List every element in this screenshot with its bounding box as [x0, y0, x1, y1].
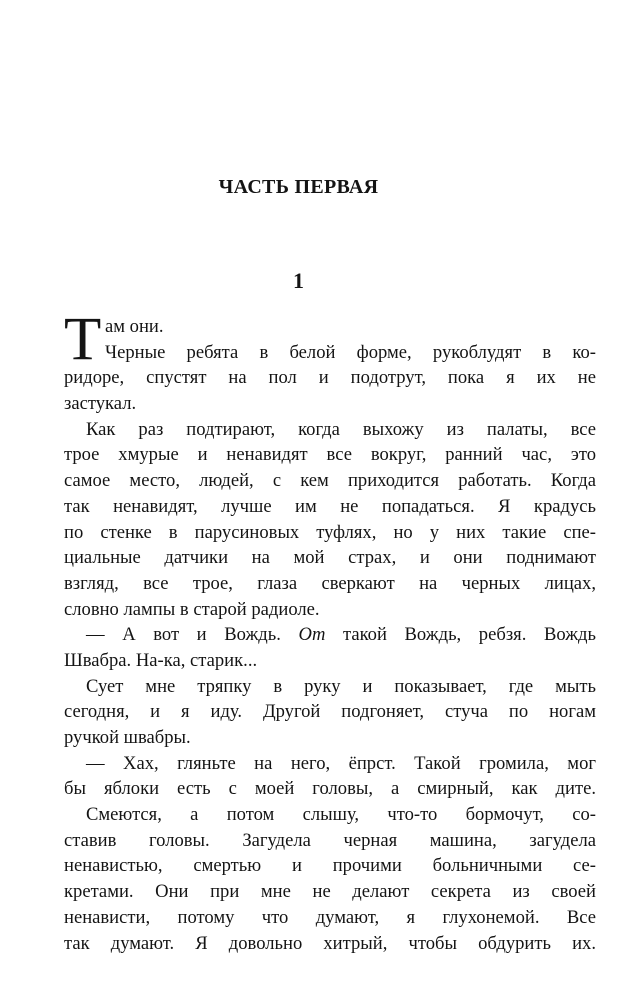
text-line: ридоре, спустят на пол и подотрут, пока я их не [64, 367, 596, 389]
text-segment: — А вот и Вождь. [86, 624, 299, 646]
text-line: кретами. Они при мне не делают секрета из своей [64, 881, 596, 903]
chapter-text [64, 306, 596, 956]
text-line: взгляд, все трое, глаза сверкают на черных лицах, [64, 572, 596, 594]
text-line: Швабра. На-ка, старик... [64, 649, 258, 671]
text-line: Сует мне тряпку в руку и показывает, где мыть [86, 675, 596, 697]
text-line: ставив головы. Загудела черная машина, загудела [64, 829, 596, 851]
text-line: словно лампы в старой радиоле. [64, 598, 320, 620]
text-line: ручкой швабры. [64, 727, 191, 748]
text-line: ненависти, потому что думают, я глухонемой. Все [64, 906, 596, 928]
text-line: по стенке в парусиновых туфлях, но у них такие спе- [64, 521, 596, 543]
text-line: циальные датчики на мой страх, и они поднимают [64, 547, 596, 569]
text-line: Черные ребята в белой форме, рукоблудят в ко- [105, 341, 596, 363]
text-line: бы яблоки есть с моей головы, а смирный, как дите. [64, 778, 596, 800]
chapter-number: 1 [293, 268, 304, 293]
text-segment: такой Вождь, ребзя. Вождь [325, 624, 596, 646]
text-line: Смеются, а потом слышу, что-то бормочут, со- [86, 804, 596, 826]
text-line: самое место, людей, с кем приходится работать. Когда [64, 470, 596, 492]
text-line: Как раз подтирают, когда выхожу из палаты, все [86, 418, 596, 440]
text-line: застукал. [64, 393, 137, 415]
text-line: ненавистью, смертью и прочими больничными се- [64, 855, 596, 877]
part-title: ЧАСТЬ ПЕРВАЯ [218, 176, 379, 198]
italic-word: От [298, 624, 326, 646]
drop-cap: Т [64, 306, 102, 373]
text-line: так думают. Я довольно хитрый, чтобы обдурить их. [64, 932, 596, 954]
text-line: сегодня, и я иду. Другой подгоняет, стуча по ногам [64, 701, 596, 723]
text-line: так ненавидят, лучше им не попадаться. Я крадусь [64, 495, 596, 517]
text-line: — Хах, гляньте на него, ёпрст. Такой громила, мог [86, 752, 596, 774]
text-line: ам они. [105, 316, 164, 337]
text-line: трое хмурые и ненавидят все вокруг, ранний час, это [64, 444, 596, 466]
text-line [64, 622, 596, 648]
